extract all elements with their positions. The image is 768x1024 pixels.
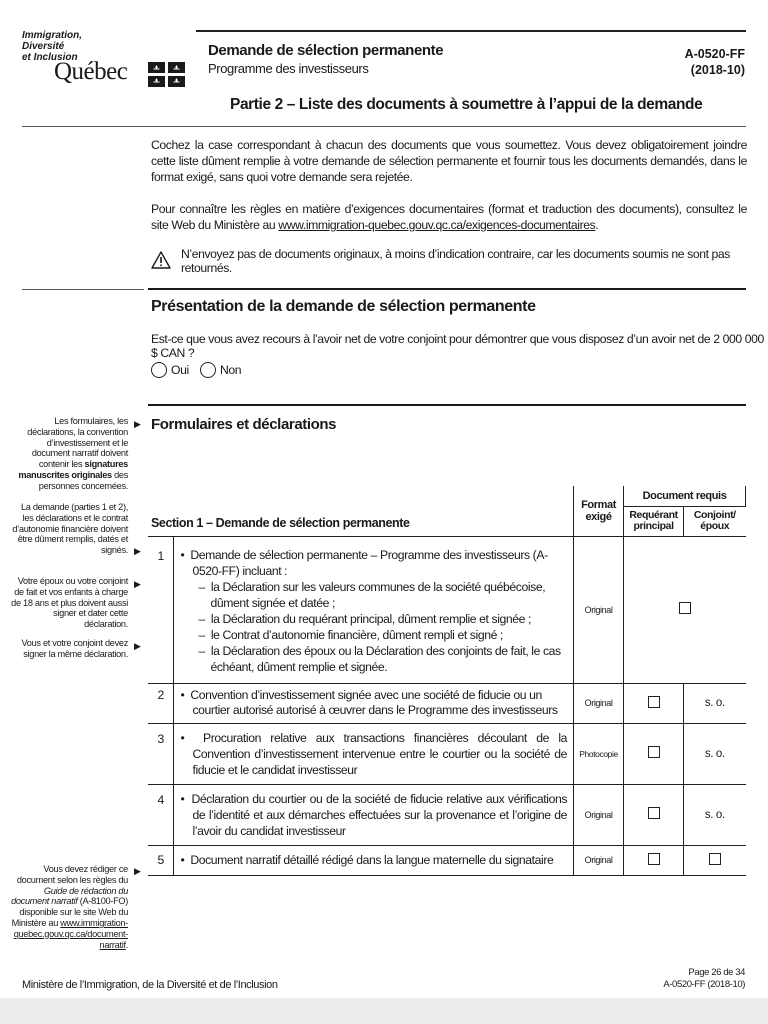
documents-table [148,486,746,876]
side-note-spouse: Votre époux ou votre conjoint de fait et vos enfants à charge de 18 ans et plus doivent aussi signer et dater cette déclaration. [11,576,128,630]
divider [22,126,746,127]
section-rule [148,404,746,406]
forms-title: Formulaires et déclarations [151,416,337,433]
not-applicable: s. o. [684,784,746,845]
table-row: 5 • Document narratif détaillé rédigé dans la langue maternelle du signataire Original [148,845,746,875]
side-note-same-declaration: Vous et votre conjoint devez signer la même déclaration. [21,638,128,659]
radio-yes[interactable] [151,362,167,378]
header-rule [196,30,746,32]
warning-icon [151,251,171,269]
side-note-narrative: Vous devez rédiger ce document selon les règles du Guide de rédaction du document narratif (A-8100-FO) disponible sur le site Web du Ministère au www.immigration-quebec.gouv.qc.ca/document-narratif. [11,864,128,950]
radio-no[interactable] [200,362,216,378]
footer-ministry: Ministère de l’Immigration, de la Diversité et de l’Inclusion [22,979,278,991]
option-yes[interactable]: Oui [151,362,189,378]
arrow-icon: ▶ [134,866,141,876]
narrative-link[interactable]: www.immigration-quebec.gouv.qc.ca/document-narratif [13,917,128,950]
not-applicable: s. o. [684,683,746,723]
intro-paragraph: Cochez la case correspondant à chacun des documents que vous soumettez. Vous devez obligatoirement joindre cette liste dûment remplie à votre demande de sélection permanente et fournir tous les documents demandés, dans le format exigé, sans quoi votre demande sera rejetée. [151,138,747,184]
option-no[interactable]: Non [200,362,241,378]
footer-band [0,998,768,1024]
document-subtitle: Programme des investisseurs [208,61,369,76]
arrow-icon: ▶ [134,419,141,429]
col-required-header: Document requis [624,486,746,506]
divider [22,289,144,290]
quebec-flag-icon [148,62,185,87]
document-title: Demande de sélection permanente [208,42,444,59]
table-row: 3 • Procuration relative aux transactions financières découlant de la Convention d’investissement intervenue entre le courtier ou la société de fiducie et le candidat investisseur Photocopie s. o. [148,723,746,784]
checkbox-row-1[interactable] [679,602,691,614]
page-number: Page 26 de 34 [688,967,745,978]
presentation-title: Présentation de la demande de sélection permanente [151,298,536,315]
checkbox-applicant-row-4[interactable] [648,807,660,819]
exigences-link[interactable]: www.immigration-quebec.gouv.qc.ca/exigences-documentaires [278,218,596,232]
col-applicant-header: Requérant principal [624,506,684,536]
footer-page-info [663,967,745,991]
section-rule [148,288,746,290]
net-worth-question: Est-ce que vous avez recours à l’avoir net de votre conjoint pour démontrer que vous disposez d’un avoir net de 2 000 000 $ CAN ? [151,332,764,360]
quebec-wordmark: Québec [54,58,128,85]
form-code: A-0520-FF (2018-10) [684,47,745,77]
arrow-icon: ▶ [134,546,141,556]
not-applicable: s. o. [684,723,746,784]
warning-text: N’envoyez pas de documents originaux, à moins d’indication contraire, car les documents soumis ne sont pas retournés. [181,247,731,275]
arrow-icon: ▶ [134,579,141,589]
side-note-signatures: Les formulaires, les déclarations, la convention d’investissement et le document narratif doivent contenir les signatures manuscrites originales des personnes concernées. [18,416,128,491]
side-note-dated: La demande (parties 1 et 2), les déclarations et le contrat d’autonomie financière doivent être dûment remplis, datés et signés. [12,502,128,556]
footer-form-code: A-0520-FF (2018-10) [663,979,745,990]
checkbox-spouse-row-5[interactable] [709,853,721,865]
col-format-header: Format exigé [574,486,624,536]
doc-requirements-paragraph: Pour connaître les règles en matière d’exigences documentaires (format et traduction des documents), consultez le site Web du Ministère au www.immigration-quebec.gouv.qc.ca/exigences-documentaires. [151,202,747,232]
col-spouse-header: Conjoint/ époux [684,506,746,536]
table-row: 2 • Convention d’investissement signée avec une société de fiducie ou un courtier autorisé autorisé à œuvrer dans le Programme des investisseurs Original s. o. [148,683,746,723]
checkbox-applicant-row-3[interactable] [648,746,660,758]
section-1-header: Section 1 – Demande de sélection permanente [148,486,574,536]
table-row: 1 • Demande de sélection permanente – Programme des investisseurs (A-0520-FF) incluant : – la Déclaration sur les valeurs communes de la société québécoise, dûment signée et datée ; – la Déclaration du requérant principal, dûment remplie et signée ; – le Contrat d’autonomie financière, dûment rempli et signé ; – la Déclaration des époux ou la Déclaration des conjoints de fait, le cas échéant, dûment remplie et signée. Original [148,536,746,683]
part-title: Partie 2 – Liste des documents à soumettre à l’appui de la demande [230,96,703,113]
checkbox-applicant-row-2[interactable] [648,696,660,708]
arrow-icon: ▶ [134,641,141,651]
checkbox-applicant-row-5[interactable] [648,853,660,865]
ministry-name: Immigration, Diversité et Inclusion [22,30,83,63]
table-row: 4 • Déclaration du courtier ou de la société de fiducie relative aux vérifications de l’identité et aux démarches effectuées sur la provenance et l’origine de l’avoir du candidat investisseur Original s. o. [148,784,746,845]
